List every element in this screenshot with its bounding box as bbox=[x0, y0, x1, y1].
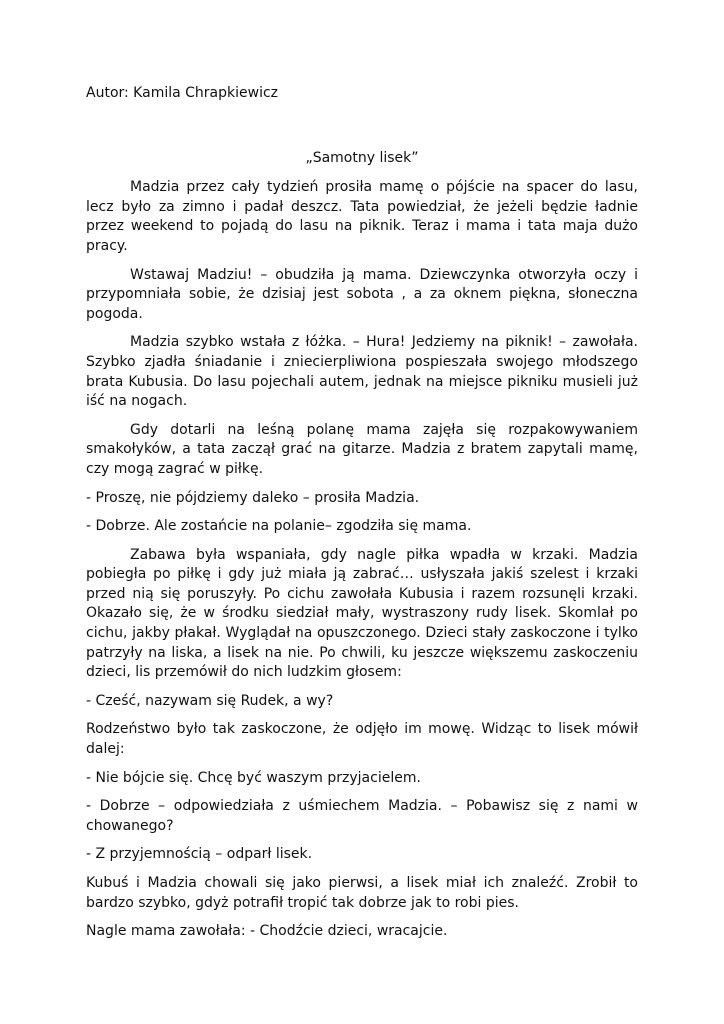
dialogue-line: - Dobrze. Ale zostańcie na polanie– zgodziła się mama. bbox=[86, 518, 472, 535]
dialogue-line: - Nie bójcie się. Chcę być waszym przyjacielem. bbox=[86, 769, 421, 786]
paragraph: Madzia przez cały tydzień prosiła mamę o pójście na spacer do lasu, lecz było za zimno i padał deszcz. Tata powiedział, że jeżeli będzie ładnie przez weekend to pojadą do lasu na piknik. Teraz i mama i tata maja dużo pracy. bbox=[86, 179, 638, 254]
paragraph: Kubuś i Madzia chowali się jako pierwsi, a lisek miał ich znaleźć. Zrobił to bardzo szybko, gdyż potrafił tropić tak dobrze jak to robi pies. bbox=[86, 875, 638, 911]
dialogue-line: - Proszę, nie pójdziemy daleko – prosiła Madzia. bbox=[86, 489, 420, 506]
paragraph: Wstawaj Madziu! – obudziła ją mama. Dziewczynka otworzyła oczy i przypomniała sobie, że dzisiaj jest sobota , a za oknem piękna, słoneczna pogoda. bbox=[86, 266, 638, 322]
author-line: Autor: Kamila Chrapkiewicz bbox=[86, 85, 279, 101]
dialogue-line: - Cześć, nazywam się Rudek, a wy? bbox=[86, 692, 334, 709]
document-page bbox=[86, 84, 638, 951]
dialogue-line: - Dobrze – odpowiedziała z uśmiechem Madzia. – Pobawisz się z nami w chowanego? bbox=[86, 798, 638, 834]
dialogue-line: - Z przyjemnością – odparł lisek. bbox=[86, 846, 313, 863]
paragraph: Madzia szybko wstała z łóżka. – Hura! Jedziemy na piknik! – zawołała. Szybko zjadła śniadanie i zniecierpliwiona pospieszała swojego młodszego brata Kubusia. Do lasu pojechali autem, jednak na miejsce pikniku musieli już iść na nogach. bbox=[86, 334, 638, 410]
paragraph: Nagle mama zawołała: - Chodźcie dzieci, wracajcie. bbox=[86, 923, 448, 940]
paragraph: Rodzeństwo było tak zaskoczone, że odjęło im mowę. Widząc to lisek mówił dalej: bbox=[86, 721, 638, 758]
paragraph: Gdy dotarli na leśną polanę mama zajęła się rozpakowywaniem smakołyków, a tata zaczął grać na gitarze. Madzia z bratem zapytali mamę, czy mogą zagrać w piłkę. bbox=[86, 421, 638, 477]
story-title: „Samotny lisek” bbox=[305, 149, 419, 166]
paragraph: Zabawa była wspaniała, gdy nagle piłka wpadła w krzaki. Madzia pobiegła po piłkę i gdy już miała ją zabrać… usłyszała jakiś szelest i krzaki przed nią się poruszyły. Po cichu zawołała Kubusia i razem rozsunęli krzaki. Okazało się, że w środku siedział mały, wystraszony rudy lisek. Skomlał po cichu, jakby płakał. Wyglądał na opuszczonego. Dzieci stały zaskoczone i tylko patrzyły na liska, a lisek na nie. Po chwili, ku jeszcze większemu zaskoczeniu dzieci, lis przemówił do nich ludzkim głosem: bbox=[86, 546, 638, 681]
